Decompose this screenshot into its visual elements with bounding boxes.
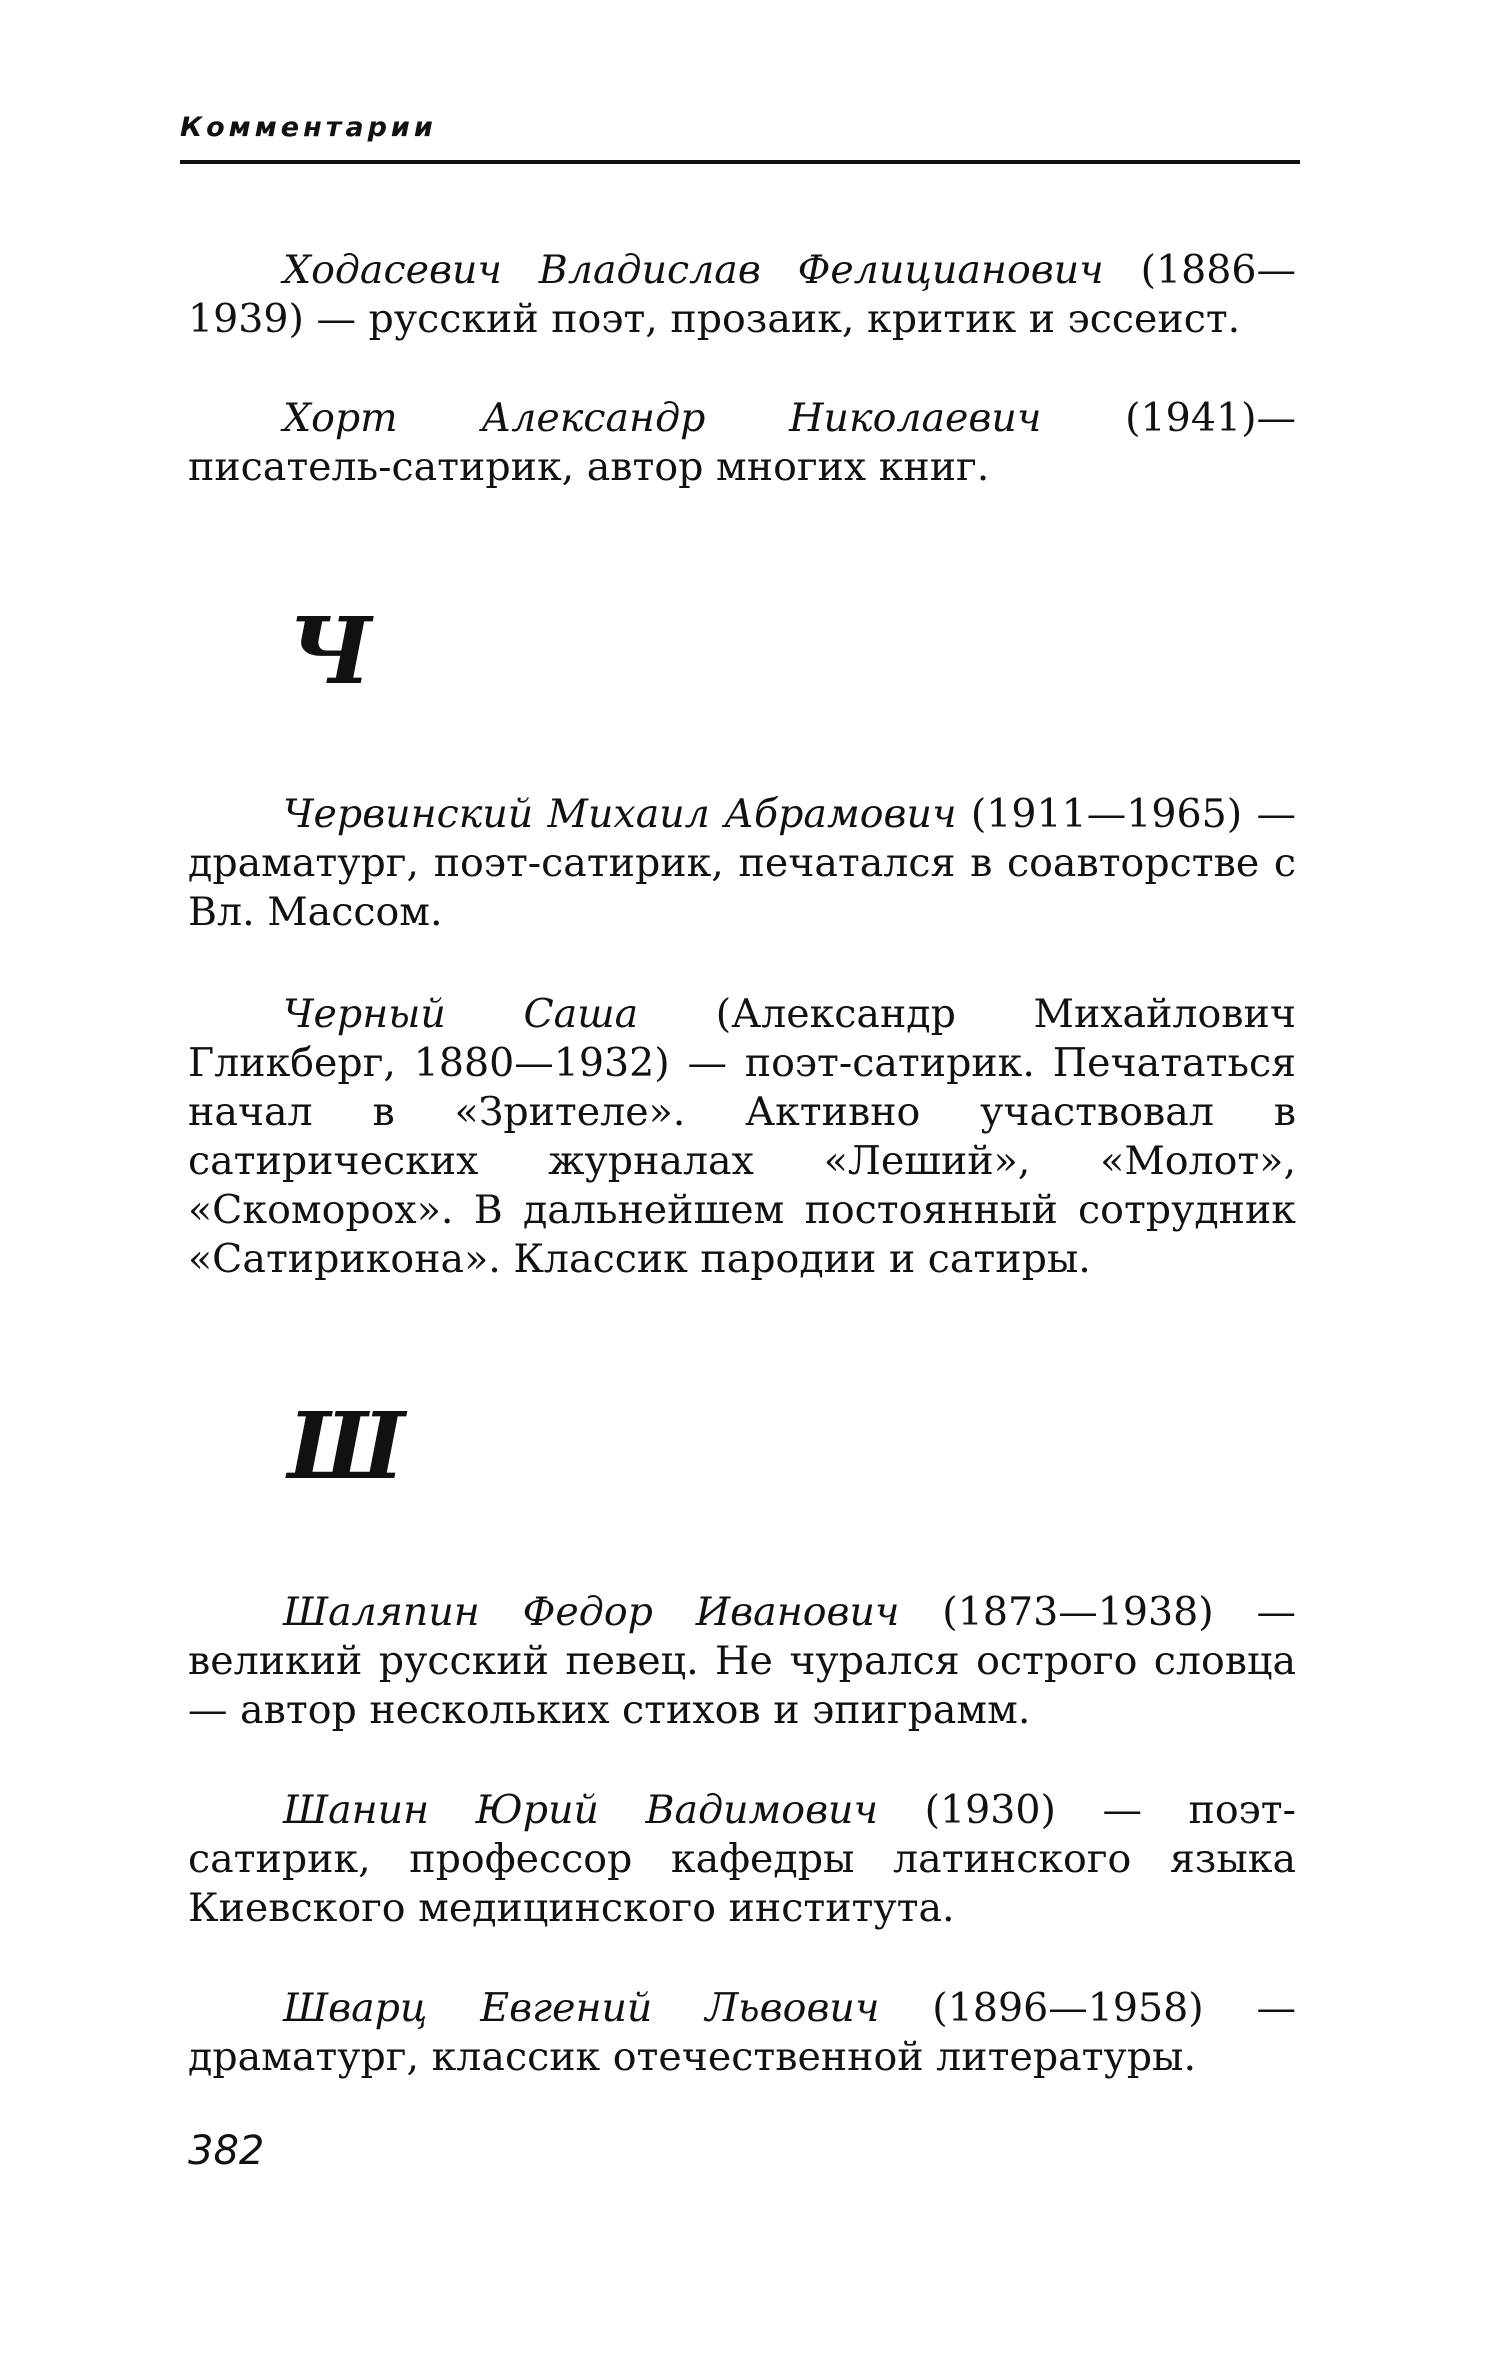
entry-name: Хорт Александр Николаевич [283,395,1042,441]
entry-shanin [188,1786,1296,1933]
page-number: 382 [188,2128,265,2174]
entry-text: (1911—1965) — драматург, поэт-сатирик, печатался в соавторстве с Вл. Массом. [188,791,1296,935]
header-rule [180,160,1300,164]
entry-text: (1873—1938) — великий русский певец. Не чурался острого словца — автор нескольких стихов и эпиграмм. [188,1589,1296,1733]
entry-shvarts [188,1984,1296,2082]
section-letter-che: Ч [288,597,369,705]
entry-name: Шанин Юрий Вадимович [283,1787,879,1833]
entry-chervinsky [188,790,1296,937]
section-letter-sha: Ш [288,1392,401,1500]
entry-name: Шварц Евгений Львович [283,1985,880,2031]
entry-text: (1896—1958) — драматург, классик отечественной литературы. [188,1985,1297,2080]
entry-text: (1886—1939) — русский поэт, прозаик, критик и эссеист. [188,247,1297,342]
entry-name: Черный Саша [283,991,639,1037]
entry-name: Ходасевич Владислав Фелицианович [283,247,1104,293]
entry-text: (1930) — поэт-сатирик, профессор кафедры латинского языка Киевского медицинского института. [188,1787,1296,1931]
entry-khort [188,394,1296,492]
entry-text: (Александр Михайлович Гликберг, 1880—1932) — поэт-сатирик. Печататься начал в «Зрителе». Активно участвовал в сатирических журналах «Леший», «Молот», «Скоморох». В дальнейшем постоянный сотрудник «Сатирикона». Классик пародии и сатиры. [188,991,1296,1282]
entry-text: (1941)— писатель-сатирик, автор многих книг. [188,395,1296,490]
entry-name: Червинский Михаил Абрамович [283,791,957,837]
entry-cherny [188,990,1296,1284]
entry-shalyapin [188,1588,1296,1735]
entry-name: Шаляпин Федор Иванович [283,1589,900,1635]
running-title: Комментарии [180,112,437,143]
entry-khodasevich [188,246,1296,344]
